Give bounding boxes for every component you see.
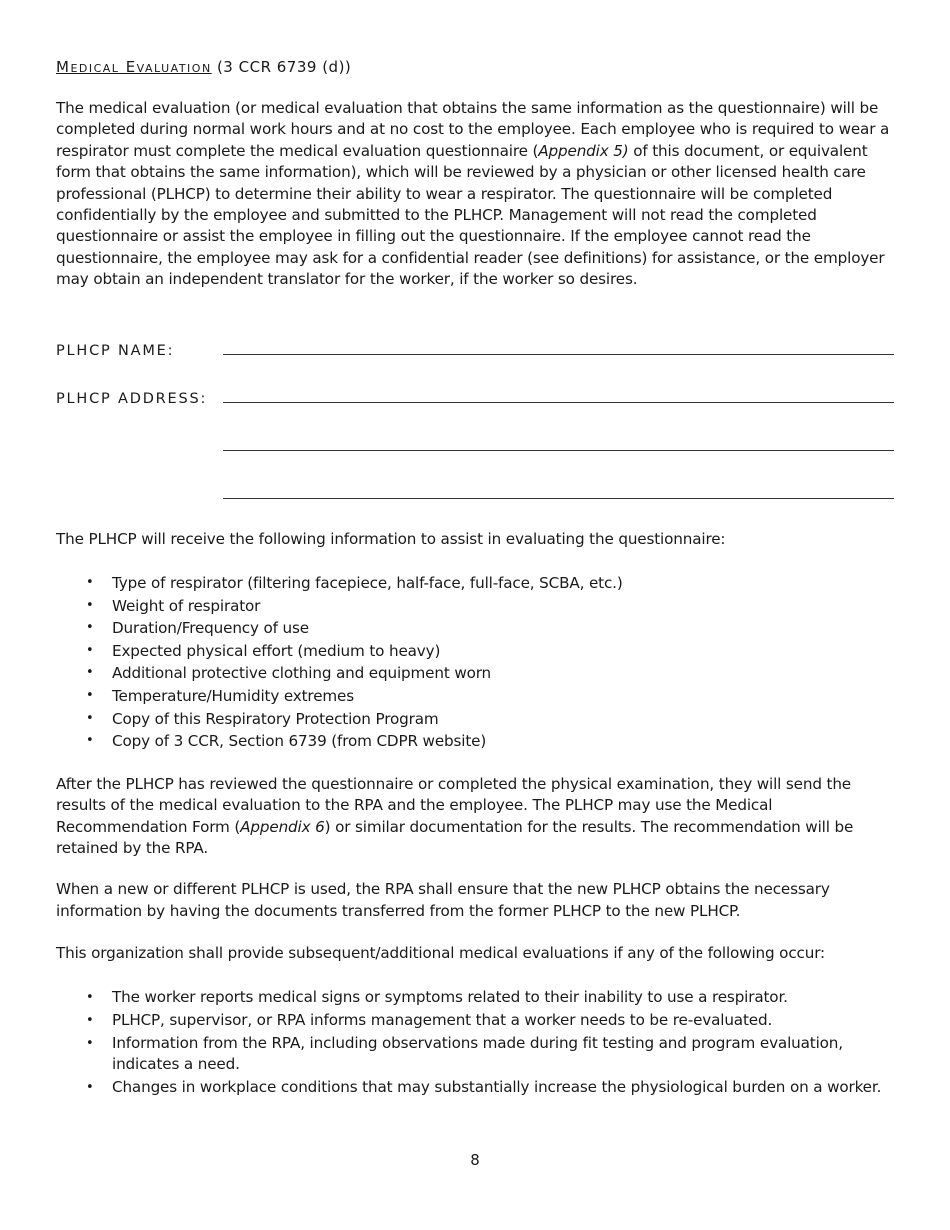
bullet-icon: • [86, 575, 94, 591]
organization-paragraph: This organization shall provide subsequent/additional medical evaluations if any of the following occur: [56, 944, 825, 963]
intro-line: questionnaire, the employee may ask for a confidential reader (see definitions) for assistance, or the employer [56, 248, 885, 267]
bullet-icon: • [86, 1080, 94, 1096]
bullet-icon: • [86, 989, 94, 1005]
bullet-icon: • [86, 642, 94, 658]
page-number: 8 [470, 1151, 480, 1169]
intro-line: completed during normal work hours and at no cost to the employee. Each employee who is required to wear a [56, 120, 890, 139]
plhcp-address-row-3 [56, 481, 894, 503]
plhcp-address-field-line-1[interactable] [223, 388, 894, 403]
list-item: • Duration/Frequency of use [56, 617, 894, 640]
list-item: • PLHCP, supervisor, or RPA informs management that a worker needs to be re-evaluated. [56, 1010, 894, 1032]
occurrence-list [56, 987, 894, 1099]
intro-line: respirator must complete the medical evaluation questionnaire (Appendix 5) of this document, or equivalent [56, 141, 868, 160]
bullet-icon: • [86, 1012, 94, 1028]
intro-line: form that obtains the same information), which will be reviewed by a physician or other licensed health care [56, 163, 866, 182]
intro-line: confidentially by the employee and submitted to the PLHCP. Management will not read the completed [56, 206, 817, 225]
info-list [56, 572, 894, 753]
list-item: • Copy of 3 CCR, Section 6739 (from CDPR website) [56, 730, 894, 753]
bullet-icon: • [86, 665, 94, 681]
bullet-icon: • [86, 710, 94, 726]
info-intro-paragraph: The PLHCP will receive the following information to assist in evaluating the questionnaire: [56, 529, 726, 548]
bullet-icon: • [86, 1035, 94, 1051]
bullet-icon: • [86, 733, 94, 749]
plhcp-address-label: PLHCP ADDRESS: [56, 390, 208, 407]
plhcp-address-field-line-2[interactable] [223, 436, 894, 451]
bullet-icon: • [86, 620, 94, 636]
plhcp-name-label: PLHCP NAME: [56, 342, 175, 359]
intro-paragraph [56, 98, 894, 291]
section-title: Medical Evaluation [56, 58, 212, 76]
new-plhcp-paragraph: When a new or different PLHCP is used, the RPA shall ensure that the new PLHCP obtains the necessary information by having the documents transferred from the former PLHCP to the new PLHCP. [56, 880, 830, 920]
after-review-paragraph: After the PLHCP has reviewed the questionnaire or completed the physical examination, they will send the results of the medical evaluation to the RPA and the employee. The PLHCP may use the Medical Recommendation Form (Appendix 6) or similar documentation for the results. The recommendation will be retained by the RPA. [56, 774, 854, 858]
list-item: • The worker reports medical signs or symptoms related to their inability to use a respirator. [56, 987, 894, 1009]
intro-line: The medical evaluation (or medical evaluation that obtains the same information as the questionnaire) will be [56, 99, 879, 117]
appendix-5-reference: Appendix 5) [538, 141, 629, 160]
intro-line: may obtain an independent translator for the worker, if the worker so desires. [56, 270, 638, 289]
bullet-icon: • [86, 597, 94, 613]
intro-line: professional (PLHCP) to determine their ability to wear a respirator. The questionnaire will be completed [56, 184, 833, 203]
appendix-6-reference: Appendix 6 [240, 817, 325, 836]
list-item: • Type of respirator (filtering facepiece, half-face, full-face, SCBA, etc.) [56, 572, 894, 595]
plhcp-form [56, 337, 894, 503]
plhcp-name-row [56, 337, 894, 359]
plhcp-name-field[interactable] [223, 340, 894, 355]
plhcp-address-row-2 [56, 433, 894, 455]
section-citation: (3 CCR 6739 (d)) [211, 58, 352, 76]
list-item: • Copy of this Respiratory Protection Program [56, 708, 894, 731]
list-item: • Expected physical effort (medium to heavy) [56, 640, 894, 663]
list-item: • Changes in workplace conditions that may substantially increase the physiological burden on a worker. [56, 1077, 894, 1099]
list-item: • Temperature/Humidity extremes [56, 685, 894, 708]
intro-line: questionnaire or assist the employee in filling out the questionnaire. If the employee cannot read the [56, 227, 811, 246]
list-item: • Information from the RPA, including observations made during fit testing and program evaluation, indicates a need. [86, 1033, 843, 1074]
list-item: • Weight of respirator [56, 595, 894, 618]
list-item: • Additional protective clothing and equipment worn [56, 662, 894, 685]
plhcp-address-row [56, 385, 894, 407]
section-heading [56, 56, 894, 78]
plhcp-address-field-line-3[interactable] [223, 484, 894, 499]
bullet-icon: • [86, 688, 94, 704]
